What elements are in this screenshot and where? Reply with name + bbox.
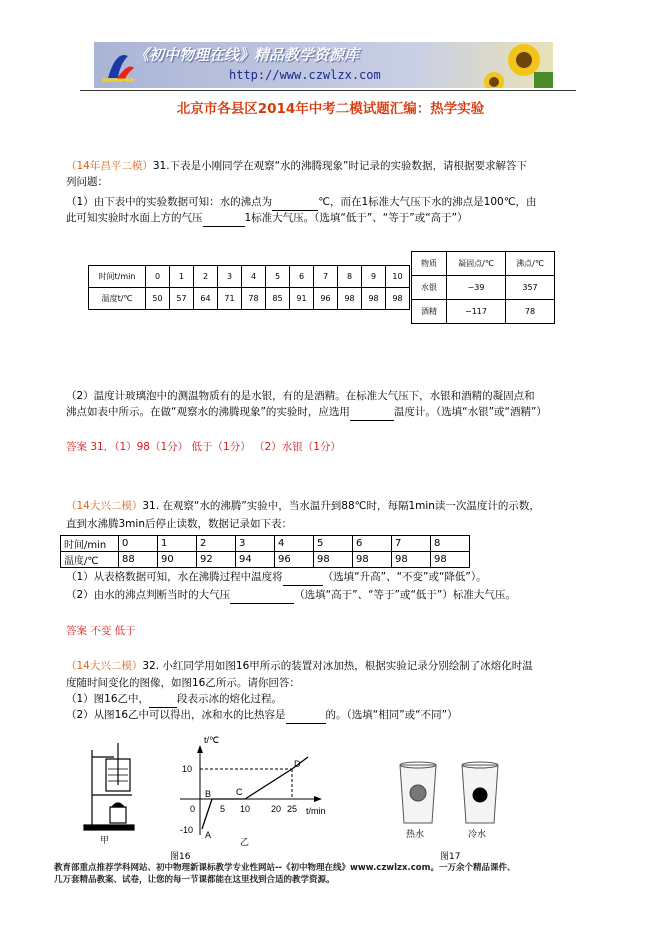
banner-url: http://www.czwlzx.com [229, 68, 381, 82]
footer [54, 862, 614, 886]
table-row: 物质 凝固点/℃ 沸点/℃ [412, 252, 555, 276]
q31a-line6: 沸点如表中所示。在做“观察水的沸腾现象”的实验时，应选用 温度计。（选填“水银”或“酒精”） [66, 405, 547, 421]
y-axis-unit: t/℃ [204, 735, 220, 745]
y-axis-arrow [197, 745, 203, 753]
table-row: 温度t/℃ 50 57 64 71 78 85 91 96 98 98 98 [89, 288, 410, 310]
y-tick-label: 0 [190, 804, 196, 814]
q31b-line2: 直到水沸腾3min后停止读数，数据记录如下表： [66, 518, 292, 530]
answer-blank [230, 588, 294, 604]
point-label: C [236, 787, 243, 797]
melting-curve [202, 757, 308, 829]
footer-line: 教育部重点推荐学科网站、初中物理新课标教学专业性网站--《初中物理在线》www.czwlzx.com。一万余个精品课件、 [54, 863, 516, 873]
q31a-answer: 答案 31．（1）98（1分） 低于（1分） （2）水银（1分） [66, 441, 341, 453]
fig17-caption: 图17 [440, 852, 461, 862]
q31b-line3: （1）从表格数据可知，水在沸腾过程中温度将 （选填“升高”、“不变”或“降低”）。 [66, 570, 487, 586]
q32-line1: （14大兴二模）32. 小红同学用如图16甲所示的装置对冰加热，根据实验记录分别绘制了冰熔化时温 [66, 660, 533, 672]
hot-water-label: 热水 [406, 830, 425, 840]
q31b-source: （14大兴二模） [66, 500, 143, 512]
q32-source: （14大兴二模） [66, 660, 143, 672]
fig16-yi-label: 乙 [240, 837, 250, 847]
table-row: 温度/℃ 88 90 92 94 96 98 98 98 98 [61, 552, 470, 568]
fig16-caption: 图16 [170, 852, 191, 862]
x-axis-arrow [314, 796, 322, 802]
heating-apparatus-illustration [84, 743, 134, 830]
table-row: 水银 −39 357 [412, 276, 555, 300]
q31a-line3: （1）由下表中的实验数据可知：水的沸点为 ℃，而在1标准大气压下水的沸点是100℃，由 [66, 195, 537, 211]
q31b-line1: （14大兴二模）31. 在观察“水的沸腾”实验中，当水温升到88℃时，每隔1min读一次温度计的示数， [66, 500, 540, 512]
x-tick-label: 5 [220, 804, 226, 814]
q31a-data-table [88, 265, 410, 310]
table-row: 时间t/min 0 1 2 3 4 5 6 7 8 9 10 [89, 266, 410, 288]
q31a-line1: （14年昌平二模）31.下表是小刚同学在观察“水的沸腾现象”时记录的实验数据，请根据要求解答下 [66, 160, 527, 172]
x-tick-label: 25 [287, 804, 298, 814]
q31b-line4: （2）由水的沸点判断当时的大气压 （选填“高于”、“等于”或“低于”）标准大气压。 [66, 588, 516, 604]
header-divider [80, 90, 576, 91]
figures-area [70, 735, 590, 863]
q31a-properties-table [411, 251, 555, 324]
q31a-source: （14年昌平二模） [66, 160, 153, 172]
q31b-data-table [60, 535, 470, 568]
hot-water-cup-illustration [400, 762, 436, 823]
answer-blank [272, 195, 318, 211]
x-axis-unit: t/min [306, 806, 326, 816]
cold-water-label: 冷水 [468, 830, 487, 840]
y-tick-label: -10 [180, 825, 194, 835]
answer-blank [203, 211, 245, 227]
q31a-line2: 列问题： [66, 176, 108, 188]
fig16-jia-label: 甲 [100, 836, 110, 846]
q31b-answer: 答案 不变 低于 [66, 625, 136, 637]
table-row: 酒精 −117 78 [412, 300, 555, 324]
cold-water-cup-illustration [462, 762, 498, 823]
y-tick-label: 10 [182, 764, 193, 774]
x-tick-label: 20 [271, 804, 282, 814]
answer-blank [286, 708, 326, 724]
table-row: 时间/min 0 1 2 3 4 5 6 7 8 [61, 536, 470, 552]
footer-line: 几万套精品教案、试卷，让您的每一节课都能在这里找到合适的教学资源。 [54, 875, 335, 885]
q32-line4: （2）从图16乙中可以得出，冰和水的比热容是 的。（选填“相同”或“不同”） [66, 708, 458, 724]
header-banner [94, 42, 553, 88]
point-label: D [294, 759, 301, 769]
x-tick-label: 10 [240, 804, 251, 814]
q32-line3: （1）图16乙中， 段表示冰的熔化过程。 [66, 692, 282, 708]
point-label: B [205, 789, 212, 799]
temperature-graph [180, 735, 326, 847]
q32-line2: 度随时间变化的图像，如图16乙所示。请你回答： [66, 677, 300, 689]
page-title: 北京市各县区2014年中考二模试题汇编：热学实验 [176, 101, 485, 117]
answer-blank [350, 405, 394, 421]
answer-blank [283, 570, 323, 586]
answer-blank [149, 692, 177, 708]
q31a-line4: 此可知实验时水面上方的气压 1标准大气压。（选填“低于”、“等于”或“高于”） [66, 211, 468, 227]
q31a-line5: （2）温度计玻璃泡中的测温物质有的是水银，有的是酒精。在标准大气压下，水银和酒精的凝固点和 [66, 390, 535, 402]
point-label: A [205, 830, 212, 840]
banner-title: 《初中物理在线》精品教学资源库 [134, 46, 360, 64]
